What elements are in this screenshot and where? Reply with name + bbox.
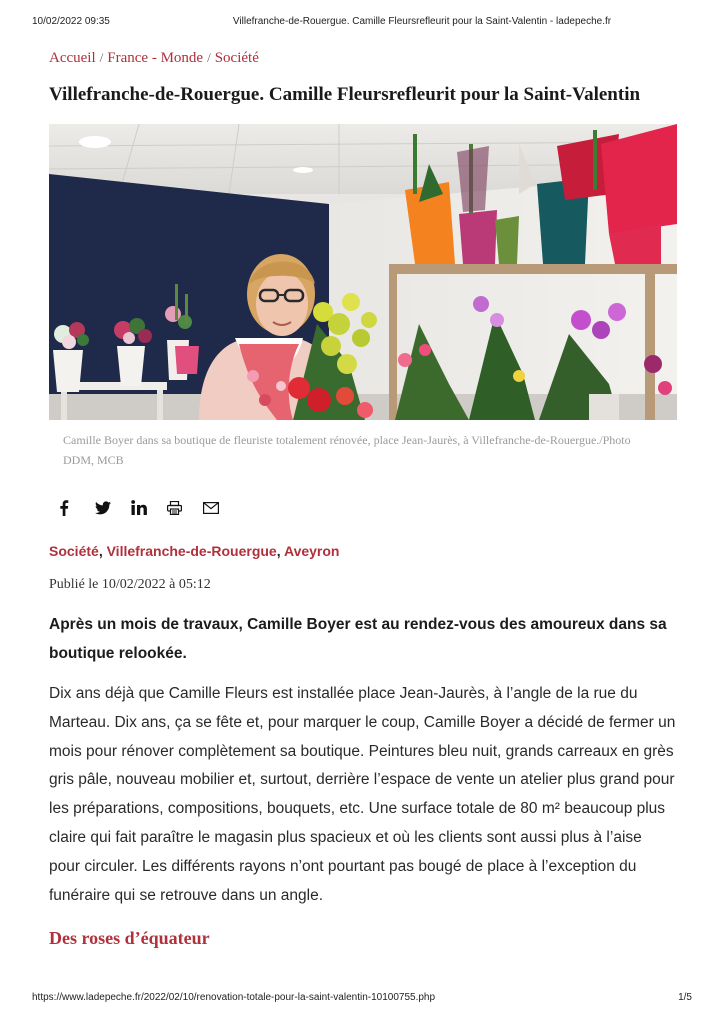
published-date: Publié le 10/02/2022 à 05:12: [49, 577, 211, 592]
article-title: Villefranche-de-Rouergue. Camille Fleursrefleurit pour la Saint-Valentin: [49, 84, 641, 105]
breadcrumb-france-monde[interactable]: France - Monde: [107, 50, 204, 66]
print-header: [32, 16, 692, 30]
share-bar: [49, 500, 677, 524]
article-subheading: Des roses d’équateur: [49, 928, 210, 949]
tag-separator: ,: [276, 543, 281, 559]
print-page-title: Villefranche-de-Rouergue. Camille Fleursrefleurit pour la Saint-Valentin - ladepeche.fr: [232, 16, 612, 27]
tag-aveyron[interactable]: Aveyron: [283, 543, 340, 559]
print-footer: [32, 992, 692, 1006]
article-tags: [49, 540, 677, 562]
article-photo: [49, 124, 677, 420]
print-icon[interactable]: [157, 500, 193, 520]
breadcrumb: [49, 48, 677, 68]
article: [49, 48, 677, 950]
photo-caption: Camille Boyer dans sa boutique de fleuriste totalement rénovée, place Jean-Jaurès, à Villefranche-de-Rouergue./Photo DDM, MCB: [63, 433, 631, 467]
twitter-icon[interactable]: [85, 500, 121, 520]
tag-societe[interactable]: Société: [49, 543, 99, 559]
print-url: https://www.ladepeche.fr/2022/02/10/renovation-totale-pour-la-saint-valentin-10100755.php: [32, 992, 436, 1003]
florist-shop-image: [49, 124, 677, 420]
breadcrumb-home[interactable]: Accueil: [49, 50, 96, 66]
breadcrumb-separator: /: [99, 50, 104, 65]
breadcrumb-separator: /: [207, 50, 211, 65]
article-lead: Après un mois de travaux, Camille Boyer est au rendez-vous des amoureux dans sa boutique relookée.: [49, 616, 667, 662]
linkedin-icon[interactable]: [121, 500, 157, 520]
print-datetime: 10/02/2022 09:35: [32, 16, 110, 27]
article-body: Dix ans déjà que Camille Fleurs est installée place Jean-Jaurès, à l’angle de la rue du Marteau. Dix ans, ça se fête et, pour marquer le coup, Camille Boyer a décidé de fermer un mois pour rénover complètement sa boutique. Peintures bleu nuit, grands carreaux en grès gris pâle, nouveau mobilier et, surtout, derrière l’espace de vente un atelier plus grand pour les préparations, compositions, bouquets, etc. Une surface totale de 80 m² beaucoup plus claire qui fait paraître le magasin plus spacieux et où les clients sont aussi plus à l’aise pour circuler. Les différents rayons n’ont pourtant pas bougé de place à l’exception du funéraire qui se retrouve dans un angle.: [49, 685, 676, 904]
print-page-number: 1/5: [678, 992, 692, 1003]
tag-villefranche[interactable]: Villefranche-de-Rouergue: [106, 543, 277, 559]
tag-separator: ,: [98, 543, 103, 559]
facebook-icon[interactable]: [49, 500, 85, 520]
mail-icon[interactable]: [193, 500, 229, 520]
breadcrumb-societe[interactable]: Société: [214, 50, 259, 66]
